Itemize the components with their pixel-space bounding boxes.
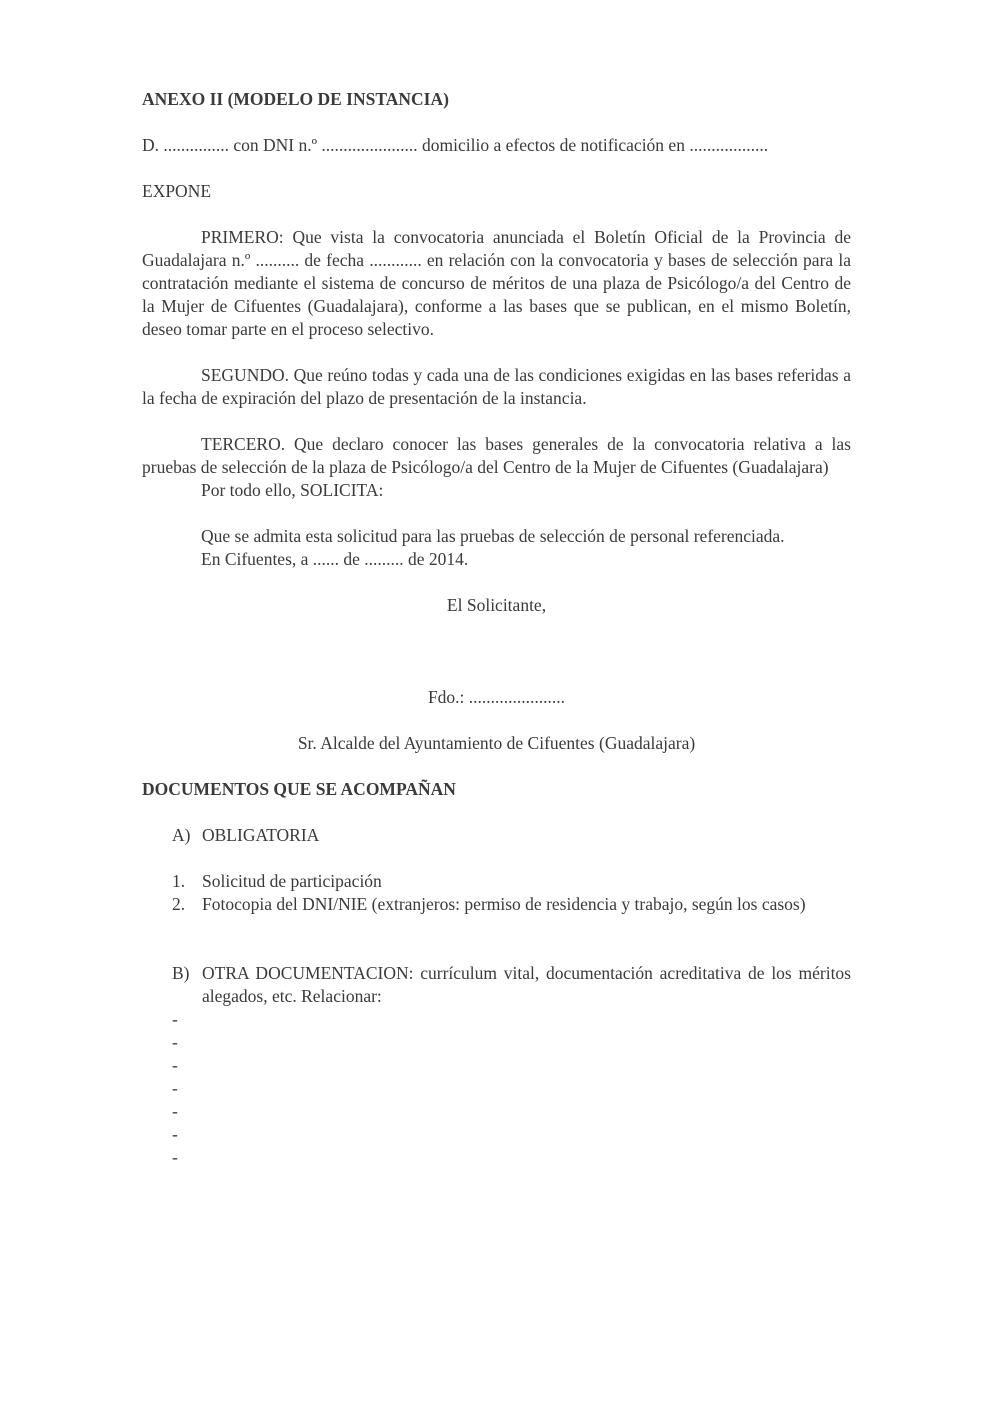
section-b-item bbox=[142, 962, 851, 1008]
blank-entry-dash: - bbox=[172, 1032, 178, 1052]
annex-title: ANEXO II (MODELO DE INSTANCIA) bbox=[142, 89, 449, 109]
tercero-paragraph: TERCERO. Que declaro conocer las bases generales de la convocatoria relativa a las pruebas de selección de la plaza de Psicólogo/a del Centro de la Mujer de Cifuentes (Guadalajara) bbox=[142, 434, 851, 477]
list-item-text: Fotocopia del DNI/NIE (extranjeros: permiso de residencia y trabajo, según los casos) bbox=[202, 894, 806, 914]
blank-entry-dash: - bbox=[172, 1009, 178, 1029]
list-item bbox=[142, 870, 851, 893]
recipient-line: Sr. Alcalde del Ayuntamiento de Cifuentes (Guadalajara) bbox=[297, 733, 696, 753]
section-a-item bbox=[142, 824, 851, 847]
blank-entry-dash: - bbox=[172, 1147, 178, 1167]
expone-label: EXPONE bbox=[142, 181, 212, 201]
section-a-label: OBLIGATORIA bbox=[202, 825, 320, 845]
document-page bbox=[142, 88, 851, 1169]
segundo-paragraph: SEGUNDO. Que reúno todas y cada una de las condiciones exigidas en las bases referidas a la fecha de expiración del plazo de presentación de la instancia. bbox=[142, 365, 851, 408]
section-b-marker: B) bbox=[172, 963, 190, 983]
section-b-label: OTRA DOCUMENTACION: currículum vital, documentación acreditativa de los méritos alegados, etc. Relacionar: bbox=[202, 963, 851, 1006]
documents-title: DOCUMENTOS QUE SE ACOMPAÑAN bbox=[142, 779, 456, 799]
list-item-text: Solicitud de participación bbox=[202, 871, 382, 891]
primero-paragraph: PRIMERO: Que vista la convocatoria anunciada el Boletín Oficial de la Provincia de Guadalajara n.º .......... de fecha ............ en relación con la convocatoria y bases de selección para la contratación mediante el sistema de concurso de méritos de una plaza de Psicólogo/a del Centro de la Mujer de Cifuentes (Guadalajara), conforme a las bases que se publican, en el mismo Boletín, deseo tomar parte en el proceso selectivo. bbox=[142, 227, 851, 339]
list-item-marker: 2. bbox=[172, 894, 186, 914]
section-a-marker: A) bbox=[172, 825, 191, 845]
blank-entry-dash: - bbox=[172, 1055, 178, 1075]
list-item-marker: 1. bbox=[172, 871, 186, 891]
solicita-paragraph: Que se admita esta solicitud para las pruebas de selección de personal referenciada. bbox=[201, 526, 785, 546]
blank-entry-dash: - bbox=[172, 1101, 178, 1121]
blank-entry-dash: - bbox=[172, 1124, 178, 1144]
applicant-signature-label: El Solicitante, bbox=[446, 595, 547, 615]
place-date-line: En Cifuentes, a ...... de ......... de 2014. bbox=[201, 549, 469, 569]
por-todo-line: Por todo ello, SOLICITA: bbox=[201, 480, 384, 500]
signature-line: Fdo.: ...................... bbox=[427, 687, 566, 707]
list-item bbox=[142, 893, 851, 916]
blank-entry-dash: - bbox=[172, 1078, 178, 1098]
applicant-line: D. ............... con DNI n.º ...................... domicilio a efectos de notificación en .................. bbox=[142, 135, 769, 155]
